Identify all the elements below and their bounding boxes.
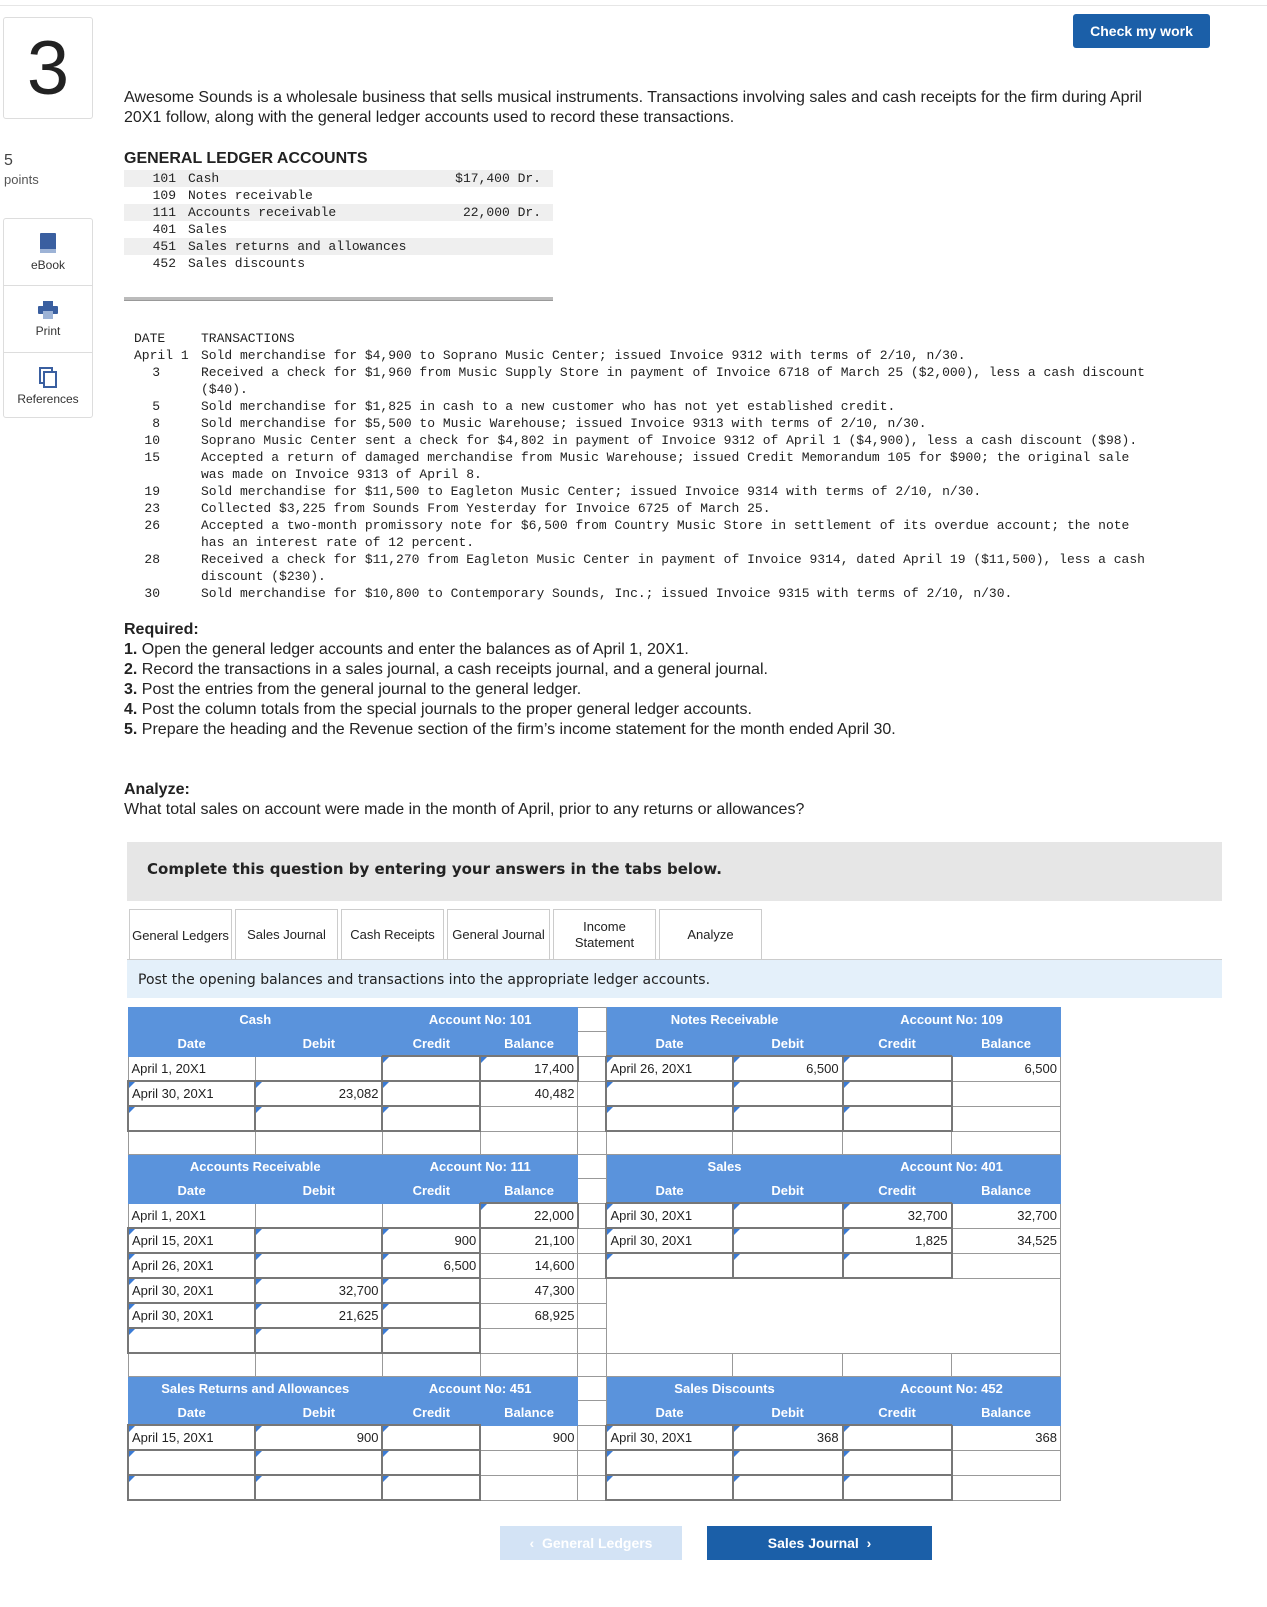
- prev-tab-label: General Ledgers: [541, 1535, 653, 1551]
- transactions-header: TRANSACTIONS: [201, 331, 295, 346]
- copy-icon: [38, 366, 58, 388]
- credit-column-header: Credit: [843, 1179, 952, 1204]
- transaction-row: [134, 432, 1151, 449]
- account-balance: [440, 238, 553, 255]
- returns-balance-cell: [480, 1450, 578, 1475]
- notes-balance-cell: [952, 1081, 1061, 1106]
- ledger-row: [128, 1475, 1061, 1500]
- ar-date-input[interactable]: April 30, 20X1: [128, 1278, 255, 1303]
- instruction-bar: [127, 960, 1222, 998]
- account-balance: [440, 255, 553, 272]
- credit-column-header: Credit: [382, 1179, 480, 1204]
- cash-date-input[interactable]: [128, 1106, 255, 1131]
- transaction-day: 26: [144, 518, 160, 533]
- notes-credit-input[interactable]: [843, 1056, 952, 1081]
- discounts-credit-input[interactable]: [843, 1425, 952, 1450]
- account-name: Sales returns and allowances: [188, 238, 440, 255]
- debit-column-header: Debit: [733, 1032, 843, 1057]
- transaction-text: Sold merchandise for $5,500 to Music Warehouse; issued Invoice 9313 with terms of 2/10, n/30.: [201, 416, 927, 431]
- ar-date-input[interactable]: April 15, 20X1: [128, 1228, 255, 1253]
- transaction-day: 15: [144, 450, 160, 465]
- account-number: 109: [152, 188, 176, 203]
- account-name: Cash: [188, 170, 440, 187]
- account-number: 101: [124, 170, 188, 187]
- cash-account-number: Account No: 101: [382, 1008, 577, 1032]
- account-number: 401: [152, 222, 176, 237]
- analyze-section: [124, 780, 804, 820]
- ar-debit-input[interactable]: [255, 1328, 382, 1353]
- sales-account-number: Account No: 401: [843, 1155, 1061, 1179]
- ar-credit-input[interactable]: 900: [382, 1228, 480, 1253]
- account-row: [124, 187, 553, 204]
- transaction-day: 28: [144, 552, 160, 567]
- tab-analyze[interactable]: Analyze: [659, 909, 762, 961]
- ar-balance-cell: 68,925: [480, 1303, 578, 1328]
- ledger-spacer-row: [128, 1353, 1061, 1377]
- transaction-day: 3: [152, 365, 160, 380]
- transaction-text: Sold merchandise for $10,800 to Contemporary Sounds, Inc.; issued Invoice 9315 with terms of 2/10, n/30.: [201, 586, 1013, 601]
- transaction-day: 19: [144, 484, 160, 499]
- account-balance: 22,000 Dr.: [440, 204, 553, 221]
- cash-date-cell: April 1, 20X1: [128, 1056, 255, 1081]
- points-value: 5: [4, 152, 13, 169]
- tab-income-statement[interactable]: Income Statement: [553, 909, 656, 961]
- transaction-day: 10: [144, 433, 160, 448]
- ar-credit-cell: [382, 1203, 480, 1228]
- cash-debit-input[interactable]: 23,082: [255, 1081, 382, 1106]
- transaction-row: [134, 585, 1151, 602]
- date-column-header: Date: [606, 1401, 732, 1426]
- date-column-header: Date: [606, 1179, 732, 1204]
- account-name: Sales discounts: [188, 256, 306, 271]
- cash-credit-input[interactable]: [382, 1081, 480, 1106]
- ar-debit-input[interactable]: 21,625: [255, 1303, 382, 1328]
- ebook-button[interactable]: [4, 219, 92, 286]
- notes-debit-input[interactable]: [733, 1106, 843, 1131]
- ar-ledger-title: Accounts Receivable: [128, 1155, 382, 1179]
- notes-debit-input[interactable]: 6,500: [733, 1056, 843, 1081]
- date-column-header: Date: [606, 1032, 732, 1057]
- notes-credit-input[interactable]: [843, 1106, 952, 1131]
- returns-debit-input[interactable]: 900: [255, 1425, 382, 1450]
- account-balance: [440, 187, 553, 204]
- ar-balance-cell: 14,600: [480, 1253, 578, 1278]
- sales-date-input[interactable]: April 30, 20X1: [606, 1203, 732, 1228]
- transaction-row: [134, 449, 1151, 483]
- ebook-label: eBook: [30, 258, 66, 272]
- date-column-header: Date: [128, 1179, 255, 1204]
- discounts-balance-cell: [952, 1450, 1061, 1475]
- sales-balance-cell: 32,700: [952, 1203, 1061, 1228]
- account-name: Notes receivable: [188, 188, 313, 203]
- credit-column-header: Credit: [843, 1032, 952, 1057]
- account-number: 451: [124, 238, 188, 255]
- notes-account-number: Account No: 109: [843, 1008, 1061, 1032]
- transaction-text: Received a check for $11,270 from Eagleton Music Center in payment of Invoice 9314, dated April 19 ($11,500), less a cash discount ($230).: [201, 552, 1145, 584]
- sales-date-input[interactable]: April 30, 20X1: [606, 1228, 732, 1253]
- transaction-row: [134, 517, 1151, 551]
- ar-date-input[interactable]: April 26, 20X1: [128, 1253, 255, 1278]
- problem-intro: Awesome Sounds is a wholesale business that sells musical instruments. Transactions involving sales and cash receipts for the firm during April 20X1 follow, along with the general ledger accounts used to record these transactions.: [124, 89, 1142, 126]
- ledger-row: [128, 1106, 1061, 1131]
- ledger-row: [128, 1425, 1061, 1450]
- debit-column-header: Debit: [255, 1401, 382, 1426]
- notes-date-input[interactable]: April 26, 20X1: [606, 1056, 732, 1081]
- tab-general-journal[interactable]: General Journal: [447, 909, 550, 961]
- ledger-row: [128, 1253, 1061, 1278]
- required-item: 2. Record the transactions in a sales journal, a cash receipts journal, and a general journal.: [124, 661, 768, 678]
- sales-debit-input[interactable]: [733, 1203, 843, 1228]
- ar-balance-input[interactable]: 22,000: [480, 1203, 578, 1228]
- required-section: [124, 620, 896, 740]
- ledger-column-header-row: [128, 1032, 1061, 1057]
- ar-credit-input[interactable]: 6,500: [382, 1253, 480, 1278]
- discounts-credit-input[interactable]: [843, 1475, 952, 1500]
- sales-credit-input[interactable]: 1,825: [843, 1228, 952, 1253]
- next-tab-button[interactable]: [707, 1526, 932, 1560]
- discounts-debit-input[interactable]: [733, 1475, 843, 1500]
- account-row: [124, 204, 553, 221]
- chevron-left-icon: ‹: [529, 1535, 535, 1551]
- transaction-row: [134, 551, 1151, 585]
- transaction-day: 30: [144, 586, 160, 601]
- cash-credit-input[interactable]: [382, 1106, 480, 1131]
- transaction-row: [134, 347, 1151, 364]
- transaction-text: Sold merchandise for $1,825 in cash to a new customer who has not yet established credit.: [201, 399, 896, 414]
- account-number: 111: [124, 204, 188, 221]
- transaction-text: Received a check for $1,960 from Music Supply Store in payment of Invoice 6718 of March 25 ($2,000), less a cash discount ($40).: [201, 365, 1145, 397]
- returns-ledger-title: Sales Returns and Allowances: [128, 1377, 382, 1401]
- required-item: 5. Prepare the heading and the Revenue section of the firm’s income statement for the month ended April 30.: [124, 721, 896, 738]
- balance-column-header: Balance: [480, 1032, 578, 1057]
- discounts-debit-input[interactable]: 368: [733, 1425, 843, 1450]
- ar-debit-input[interactable]: 32,700: [255, 1278, 382, 1303]
- ar-debit-input[interactable]: [255, 1228, 382, 1253]
- prev-tab-button[interactable]: [500, 1526, 682, 1560]
- ledger-title-row: [128, 1008, 1061, 1032]
- ledger-row: [128, 1203, 1061, 1228]
- discounts-date-input[interactable]: [606, 1475, 732, 1500]
- account-row: [124, 255, 553, 272]
- required-item: 3. Post the entries from the general journal to the general ledger.: [124, 681, 582, 698]
- sales-balance-cell: 34,525: [952, 1228, 1061, 1253]
- date-column-header: Date: [128, 1032, 255, 1057]
- returns-credit-input[interactable]: [382, 1475, 480, 1500]
- notes-date-input[interactable]: [606, 1106, 732, 1131]
- transaction-row: [134, 364, 1151, 398]
- notes-credit-input[interactable]: [843, 1081, 952, 1106]
- credit-column-header: Credit: [382, 1032, 480, 1057]
- transaction-day: 23: [144, 501, 160, 516]
- question-number: 3: [26, 25, 70, 111]
- ar-account-number: Account No: 111: [382, 1155, 577, 1179]
- discounts-balance-cell: 368: [952, 1425, 1061, 1450]
- analyze-heading: Analyze:: [124, 781, 190, 798]
- account-name: Sales: [188, 222, 228, 237]
- balance-column-header: Balance: [952, 1179, 1061, 1204]
- points-label: points: [4, 172, 39, 187]
- transaction-row: [134, 398, 1151, 415]
- accounts-table: [124, 170, 553, 272]
- general-ledger-heading: GENERAL LEDGER ACCOUNTS: [124, 150, 368, 167]
- returns-balance-cell: [480, 1475, 578, 1500]
- account-row: [124, 221, 553, 238]
- balance-column-header: Balance: [952, 1032, 1061, 1057]
- notes-ledger-title: Notes Receivable: [606, 1008, 842, 1032]
- transaction-text: Sold merchandise for $11,500 to Eagleton Music Center; issued Invoice 9314 with terms of 2/10, n/30.: [201, 484, 982, 499]
- discounts-ledger-title: Sales Discounts: [606, 1377, 842, 1401]
- account-row: [124, 170, 553, 187]
- ar-debit-input[interactable]: [255, 1253, 382, 1278]
- cash-debit-cell: [255, 1056, 382, 1081]
- ledger-row: [128, 1081, 1061, 1106]
- sales-debit-input[interactable]: [733, 1228, 843, 1253]
- ledger-title-row: [128, 1377, 1061, 1401]
- ar-date-input[interactable]: [128, 1328, 255, 1353]
- ledger-column-header-row: [128, 1401, 1061, 1426]
- transaction-text: Collected $3,225 from Sounds From Yesterday for Invoice 6725 of March 25.: [201, 501, 771, 516]
- transaction-text: Accepted a return of damaged merchandise from Music Warehouse; issued Credit Memorandum 105 for $900; the original sale was made on Invoice 9313 of April 8.: [201, 450, 1130, 482]
- print-label: Print: [35, 324, 61, 338]
- ar-credit-input[interactable]: [382, 1303, 480, 1328]
- transaction-row: [134, 415, 1151, 432]
- transaction-day: 5: [152, 399, 160, 414]
- account-balance: $17,400 Dr.: [440, 170, 553, 187]
- discounts-date-input[interactable]: [606, 1450, 732, 1475]
- next-tab-label: Sales Journal: [767, 1535, 859, 1551]
- ledger-row: [128, 1056, 1061, 1081]
- accounts-rule: [124, 297, 553, 301]
- transaction-text: Accepted a two-month promissory note for $6,500 from Country Music Store in settlement of its overdue account; the note has an interest rate of 12 percent.: [201, 518, 1130, 550]
- ar-balance-cell: 47,300: [480, 1278, 578, 1303]
- transactions-table: [134, 330, 1151, 602]
- required-item: 1. Open the general ledger accounts and enter the balances as of April 1, 20X1.: [124, 641, 689, 658]
- transaction-day: 8: [152, 416, 160, 431]
- sales-balance-cell: [952, 1253, 1061, 1278]
- top-divider: [0, 5, 1267, 6]
- returns-date-input[interactable]: April 15, 20X1: [128, 1425, 255, 1450]
- transaction-row: [134, 483, 1151, 500]
- ledger-column-header-row: [128, 1179, 1061, 1204]
- notes-debit-input[interactable]: [733, 1081, 843, 1106]
- returns-debit-input[interactable]: [255, 1450, 382, 1475]
- answer-tabs: [129, 909, 765, 960]
- discounts-debit-input[interactable]: [733, 1450, 843, 1475]
- analyze-question: What total sales on account were made in the month of April, prior to any returns or allowances?: [124, 801, 805, 818]
- transaction-day: 1: [180, 348, 189, 363]
- credit-column-header: Credit: [843, 1401, 952, 1426]
- sales-credit-input[interactable]: 32,700: [843, 1203, 952, 1228]
- tab-cash-receipts[interactable]: Cash Receipts: [341, 909, 444, 961]
- transaction-text: Sold merchandise for $4,900 to Soprano Music Center; issued Invoice 9312 with terms of 2/10, n/30.: [201, 348, 966, 363]
- returns-date-input[interactable]: [128, 1475, 255, 1500]
- cash-balance-cell: 40,482: [480, 1081, 578, 1106]
- sales-date-input[interactable]: [606, 1253, 732, 1278]
- ar-credit-input[interactable]: [382, 1278, 480, 1303]
- returns-credit-input[interactable]: [382, 1425, 480, 1450]
- discounts-balance-cell: [952, 1475, 1061, 1500]
- date-column-header: Date: [128, 1401, 255, 1426]
- cash-balance-cell: [480, 1106, 578, 1131]
- notes-balance-cell: 6,500: [952, 1056, 1061, 1081]
- notes-date-input[interactable]: [606, 1081, 732, 1106]
- print-button[interactable]: [4, 286, 92, 353]
- ledger-title-row: [128, 1155, 1061, 1179]
- ledger-row: [128, 1278, 1061, 1303]
- account-name: Accounts receivable: [188, 204, 440, 221]
- required-heading: Required:: [124, 621, 199, 638]
- cash-credit-input[interactable]: [382, 1056, 480, 1081]
- references-label: References: [17, 392, 79, 406]
- ledger-grid: [127, 1007, 1061, 1501]
- ar-balance-cell: [480, 1328, 578, 1353]
- sales-debit-input[interactable]: [733, 1253, 843, 1278]
- instruction-text: Post the opening balances and transactions into the appropriate ledger accounts.: [138, 972, 711, 988]
- balance-column-header: Balance: [480, 1179, 578, 1204]
- date-header: DATE: [134, 331, 166, 346]
- ar-credit-input[interactable]: [382, 1328, 480, 1353]
- returns-debit-input[interactable]: [255, 1475, 382, 1500]
- ledger-row: [128, 1450, 1061, 1475]
- debit-column-header: Debit: [255, 1032, 382, 1057]
- ledger-row: [128, 1228, 1061, 1253]
- references-button[interactable]: [4, 353, 92, 419]
- sales-ledger-title: Sales: [606, 1155, 842, 1179]
- debit-column-header: Debit: [733, 1179, 843, 1204]
- account-row: [124, 238, 553, 255]
- transaction-row: [134, 500, 1151, 517]
- ar-balance-cell: 21,100: [480, 1228, 578, 1253]
- question-number-box: [3, 17, 93, 119]
- account-balance: [440, 221, 553, 238]
- month-label: April: [134, 348, 174, 363]
- check-my-work-button[interactable]: Check my work: [1073, 14, 1210, 48]
- cash-ledger-title: Cash: [128, 1008, 382, 1032]
- required-item: 4. Post the column totals from the special journals to the proper general ledger accounts.: [124, 701, 752, 718]
- cash-date-input[interactable]: April 30, 20X1: [128, 1081, 255, 1106]
- balance-column-header: Balance: [952, 1401, 1061, 1426]
- sales-credit-input[interactable]: [843, 1253, 952, 1278]
- debit-column-header: Debit: [255, 1179, 382, 1204]
- transaction-text: Soprano Music Center sent a check for $4,802 in payment of Invoice 9312 of April 1 ($4,900), less a cash discount ($98).: [201, 433, 1138, 448]
- notes-balance-cell: [952, 1106, 1061, 1131]
- tab-general-ledgers[interactable]: General Ledgers: [129, 909, 232, 962]
- resource-rail: [3, 218, 93, 418]
- returns-balance-cell: 900: [480, 1425, 578, 1450]
- chevron-right-icon: ›: [866, 1535, 872, 1551]
- complete-question-text: Complete this question by entering your answers in the tabs below.: [147, 860, 722, 878]
- credit-column-header: Credit: [382, 1401, 480, 1426]
- balance-column-header: Balance: [480, 1401, 578, 1426]
- discounts-account-number: Account No: 452: [843, 1377, 1061, 1401]
- account-number: 452: [152, 256, 176, 271]
- tab-sales-journal[interactable]: Sales Journal: [235, 909, 338, 961]
- debit-column-header: Debit: [733, 1401, 843, 1426]
- ledger-spacer-row: [128, 1131, 1061, 1155]
- cash-balance-input[interactable]: 17,400: [480, 1056, 578, 1081]
- returns-date-input[interactable]: [128, 1450, 255, 1475]
- discounts-credit-input[interactable]: [843, 1450, 952, 1475]
- printer-icon: [37, 300, 59, 320]
- cash-debit-input[interactable]: [255, 1106, 382, 1131]
- ar-date-input[interactable]: April 30, 20X1: [128, 1303, 255, 1328]
- discounts-date-input[interactable]: April 30, 20X1: [606, 1425, 732, 1450]
- complete-question-bar: [127, 842, 1222, 901]
- book-icon: [38, 232, 58, 254]
- ar-debit-cell: [255, 1203, 382, 1228]
- ar-date-cell: April 1, 20X1: [128, 1203, 255, 1228]
- returns-account-number: Account No: 451: [382, 1377, 577, 1401]
- returns-credit-input[interactable]: [382, 1450, 480, 1475]
